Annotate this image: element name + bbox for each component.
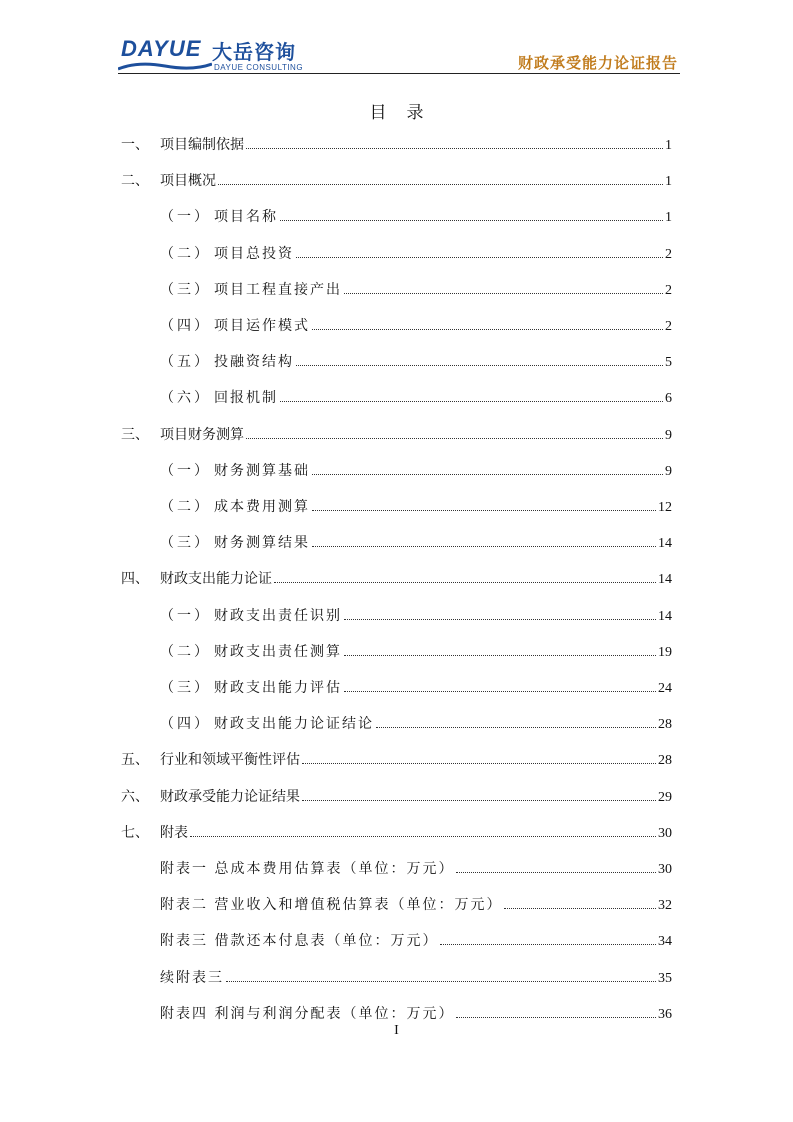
toc-entry[interactable]: [121, 568, 672, 588]
toc-entry-page: 9: [665, 428, 672, 443]
toc-dot-leader: [246, 147, 663, 149]
toc-entry[interactable]: [121, 134, 672, 154]
toc-entry-label: 成本费用测算: [214, 499, 310, 515]
toc-entry-page: 1: [665, 138, 672, 153]
toc-entry-page: 36: [658, 1007, 672, 1022]
toc-heading: 目录: [369, 103, 444, 123]
toc-entry-page: 32: [658, 898, 672, 913]
toc-entry[interactable]: [160, 967, 672, 987]
toc-entry[interactable]: [121, 749, 672, 769]
toc-entry-label: 附表二 营业收入和增值税估算表（单位：万元）: [160, 897, 503, 913]
toc-entry[interactable]: [160, 605, 672, 625]
toc-entry[interactable]: [160, 713, 672, 733]
toc-entry-page: 29: [658, 790, 672, 805]
toc-entry[interactable]: [160, 206, 672, 226]
toc-entry-page: 28: [658, 753, 672, 768]
toc-entry-label: 回报机制: [214, 390, 278, 406]
logo-wave-icon: [118, 61, 212, 71]
toc-entry[interactable]: [160, 532, 672, 552]
toc-entry-number: （四）: [160, 716, 211, 732]
toc-entry[interactable]: [121, 786, 672, 806]
toc-entry-number: （三）: [160, 282, 211, 298]
toc-entry-label: 项目概况: [160, 173, 216, 189]
toc-entry-label: 续附表三: [160, 970, 224, 986]
toc-entry[interactable]: [160, 351, 672, 371]
toc-dot-leader: [344, 654, 656, 656]
toc-entry[interactable]: [160, 1003, 672, 1023]
toc-entry-page: 28: [658, 717, 672, 732]
toc-entry[interactable]: [160, 387, 672, 407]
toc-dot-leader: [312, 509, 656, 511]
toc-entry[interactable]: [160, 641, 672, 661]
toc-entry-label: 财政支出能力论证: [160, 571, 272, 587]
toc-entry-page: 1: [665, 174, 672, 189]
toc-entry-page: 2: [665, 283, 672, 298]
toc-entry-page: 9: [665, 464, 672, 479]
toc-dot-leader: [312, 328, 663, 330]
toc-dot-leader: [440, 943, 656, 945]
toc-dot-leader: [504, 907, 656, 909]
toc-entry-page: 14: [658, 572, 672, 587]
toc-entry-label: 财务测算基础: [214, 463, 310, 479]
toc-entry-label: 项目名称: [214, 209, 278, 225]
toc-entry-number: 六、: [121, 789, 149, 805]
toc-entry-page: 14: [658, 536, 672, 551]
toc-entry[interactable]: [160, 243, 672, 263]
toc-entry-number: 五、: [121, 752, 149, 768]
toc-entry-page: 35: [658, 971, 672, 986]
toc-entry-number: （一）: [160, 608, 211, 624]
toc-entry[interactable]: [121, 822, 672, 842]
toc-entry-number: 三、: [121, 427, 149, 443]
toc-entry[interactable]: [121, 424, 672, 444]
toc-dot-leader: [344, 618, 656, 620]
toc-entry-number: （二）: [160, 246, 211, 262]
toc-dot-leader: [302, 762, 656, 764]
toc-entry-label: 行业和领域平衡性评估: [160, 752, 300, 768]
logo-chinese-name: 大岳咨询: [212, 40, 296, 64]
toc-entry-number: （一）: [160, 209, 211, 225]
toc-dot-leader: [280, 400, 663, 402]
toc-entry-label: 附表三 借款还本付息表（单位：万元）: [160, 933, 439, 949]
logo-subtitle: DAYUE CONSULTING: [214, 63, 304, 72]
toc-entry[interactable]: [160, 677, 672, 697]
toc-entry[interactable]: [121, 170, 672, 190]
toc-entry-label: 投融资结构: [214, 354, 294, 370]
toc-entry-label: 财政支出责任测算: [214, 644, 342, 660]
toc-entry-page: 5: [665, 355, 672, 370]
toc-entry-page: 14: [658, 609, 672, 624]
toc-entry-page: 12: [658, 500, 672, 515]
toc-entry-label: 项目运作模式: [214, 318, 310, 334]
toc-dot-leader: [218, 183, 663, 185]
toc-entry-page: 6: [665, 391, 672, 406]
toc-entry-label: 项目工程直接产出: [214, 282, 342, 298]
toc-entry-number: （一）: [160, 463, 211, 479]
toc-entry[interactable]: [160, 930, 672, 950]
toc-entry-label: 财政支出责任识别: [214, 608, 342, 624]
toc-dot-leader: [296, 256, 663, 258]
toc-entry-number: 四、: [121, 571, 149, 587]
toc-entry-number: （六）: [160, 390, 211, 406]
toc-entry-number: （五）: [160, 354, 211, 370]
toc-dot-leader: [344, 690, 656, 692]
toc-entry-label: 项目总投资: [214, 246, 294, 262]
toc-entry-page: 2: [665, 247, 672, 262]
toc-entry[interactable]: [160, 858, 672, 878]
toc-entry-label: 财政承受能力论证结果: [160, 789, 300, 805]
toc-entry-number: （二）: [160, 499, 211, 515]
company-logo: [118, 34, 318, 74]
toc-dot-leader: [226, 980, 656, 982]
toc-dot-leader: [312, 545, 656, 547]
toc-entry-label: 项目编制依据: [160, 137, 244, 153]
toc-entry-number: （四）: [160, 318, 211, 334]
toc-entry-label: 财务测算结果: [214, 535, 310, 551]
toc-entry-page: 34: [658, 934, 672, 949]
toc-dot-leader: [344, 292, 663, 294]
document-title: 财政承受能力论证报告: [517, 54, 678, 72]
toc-entry-label: 附表: [160, 825, 188, 841]
toc-entry-number: （三）: [160, 680, 211, 696]
toc-dot-leader: [456, 871, 656, 873]
toc-entry[interactable]: [160, 315, 672, 335]
toc-entry[interactable]: [160, 894, 672, 914]
toc-entry-page: 19: [658, 645, 672, 660]
toc-dot-leader: [280, 219, 663, 221]
toc-entry-page: 30: [658, 826, 672, 841]
toc-entry-number: （三）: [160, 535, 211, 551]
toc-entry-page: 2: [665, 319, 672, 334]
toc-entry-page: 24: [658, 681, 672, 696]
toc-dot-leader: [274, 581, 656, 583]
toc-entry-label: 财政支出能力论证结论: [214, 716, 374, 732]
toc-entry-number: 一、: [121, 137, 149, 153]
toc-dot-leader: [312, 473, 663, 475]
toc-dot-leader: [296, 364, 663, 366]
toc-entry-label: 财政支出能力评估: [214, 680, 342, 696]
toc-entry[interactable]: [160, 496, 672, 516]
toc-entry-page: 30: [658, 862, 672, 877]
toc-entry-label: 项目财务测算: [160, 427, 244, 443]
toc-entry[interactable]: [160, 279, 672, 299]
page-header: [118, 30, 678, 78]
logo-wordmark: DAYUE: [121, 36, 202, 61]
toc-dot-leader: [190, 835, 656, 837]
header-divider: [118, 73, 680, 74]
toc-entry-label: 附表四 利润与利润分配表（单位：万元）: [160, 1006, 455, 1022]
toc-dot-leader: [376, 726, 656, 728]
toc-entry-number: 二、: [121, 173, 149, 189]
toc-entry[interactable]: [160, 460, 672, 480]
toc-entry-page: 1: [665, 210, 672, 225]
toc-dot-leader: [246, 437, 663, 439]
toc-entry-number: 七、: [121, 825, 149, 841]
toc-dot-leader: [456, 1016, 656, 1018]
toc-entry-label: 附表一 总成本费用估算表（单位：万元）: [160, 861, 455, 877]
toc-entry-number: （二）: [160, 644, 211, 660]
page-number: I: [394, 1023, 399, 1038]
toc-dot-leader: [302, 799, 656, 801]
